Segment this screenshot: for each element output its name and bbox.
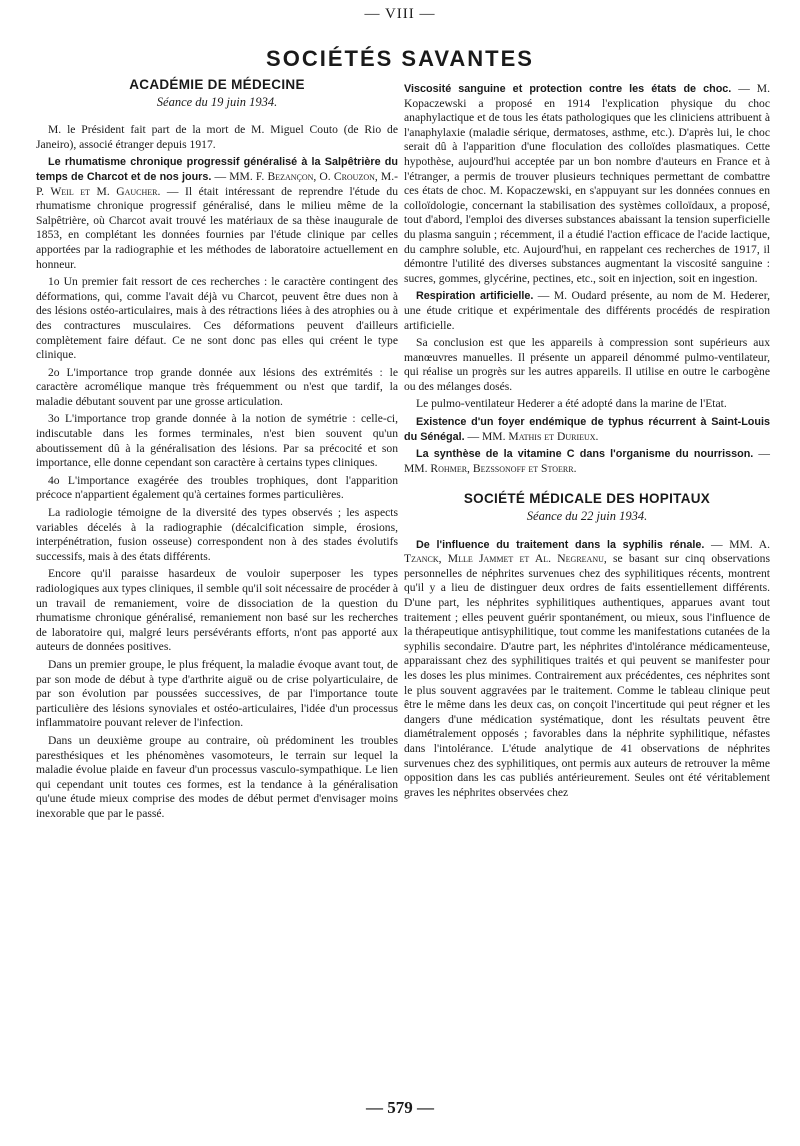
paragraph-syphilis — [404, 538, 770, 801]
article-authors: — MM. Mathis et Durieux. — [464, 429, 599, 443]
paragraph: Dans un deuxième groupe au contraire, où prédominent les troubles paresthésiques et les phénomènes vasomoteurs, le terrain sur lequel la maladie évolue plaide en faveur d'un processus vasculo-sympathique. Le lien qui cependant unit toutes ces formes, est la tendance à la généralisation qu'une étude mieux comprise des modes de début permet d'envisager moins inexorable que par le passé. — [36, 733, 398, 820]
article-title: Le rhumatisme chronique progressif généralisé à la Salpêtrière du temps de Charcot et de nos jours. — [36, 156, 398, 183]
article-title: Viscosité sanguine et protection contre les états de choc. — [404, 83, 732, 95]
paragraph: M. le Président fait part de la mort de M. Miguel Couto (de Rio de Janeiro), associé étranger depuis 1917. — [36, 123, 398, 151]
paragraph: Dans un premier groupe, le plus fréquent, la maladie évoque avant tout, de par son mode de début à type d'arthrite aiguë ou de crise polyarticulaire, de par son évolution par poussées successives, de par l'importance toute particulière des lésions synoviales et ostéo-articulaires, l'idée d'un processus inflammatoire pouvant relever de l'infection. — [36, 657, 398, 730]
article-title: La synthèse de la vitamine C dans l'organisme du nourrisson. — [416, 448, 754, 461]
seance-date: Séance du 22 juin 1934. — [526, 509, 648, 524]
right-column — [404, 82, 770, 803]
article-authors: — MM. Rohmer, Bezssonoff et Stoerr. — [404, 447, 770, 475]
article-authors: — MM. F. Bezançon, O. Crouzon, M.-P. Weil et M. Gaucher. — [36, 169, 398, 198]
paragraph-vitamine — [404, 447, 770, 476]
paragraph-viscosite — [404, 82, 770, 286]
paragraph: 1o Un premier fait ressort de ces recherches : le caractère contingent des déformations, qui, comme l'avait déjà vu Charcot, peuvent être dues non à des lésions ostéo-articulaires, mais à des rétractions liées à des atrophies ou à des contractures musculaires. Ces déformations peuvent d'ailleurs complètement faire défaut. Ce ne sont donc pas elles qui créent le type clinique. — [36, 275, 398, 362]
paragraph-typhus — [404, 415, 770, 444]
paragraph-respiration — [404, 289, 770, 333]
article-text: — M. Kopaczewski a proposé en 1914 l'explication physique du choc anaphylactique et de tous les états pathologiques que les cliniciens attribuent à l'anaphylaxie (maladie sérique, dermatoses, asthme, etc.). D'après lui, le choc serait dû à l'apparition d'une floculation des colloïdes plasmatiques. Cette hypothèse, aujourd'hui acceptée par un bon nombre d'auteurs en France et à l'étranger, a permis de trouver plusieurs techniques permettant de combattre ces états de choc. M. Kopaczewski, en s'appuyant sur les données connues en colloïdologie, concernant la stabilisation des systèmes colloïdaux, a proposé, tout d'abord, l'emploi des diverses substances abaissant la tension superficielle du plasma sanguin ; récemment, il a étudié l'action efficace de l'acide lactique, du camphre soluble, etc. Aujourd'hui, en rappelant ces recherches de 1917, il démontre l'utilité des diverses substances augmentant la viscosité sanguine : sucres, gommes, glycérine, pectines, etc., soit en injection, soit en ingestion. — [404, 82, 770, 285]
left-column — [36, 78, 398, 825]
societe-medicale-heading: SOCIÉTÉ MÉDICALE DES HOPITAUX — [463, 491, 711, 507]
page-roman-number: — VIII — — [364, 6, 436, 22]
paragraph: Le pulmo-ventilateur Hederer a été adopté dans la marine de l'Etat. — [416, 397, 727, 411]
paragraph: La radiologie témoigne de la diversité des types observés ; les aspects variables décelés à la radiographie (décalcification simple, érosions, interpénétration, fusion osseuse) correspondent non à des stades évolutifs successifs, mais à des états différents. — [36, 506, 398, 563]
seance-date: Séance du 19 juin 1934. — [156, 94, 278, 109]
paragraph: Sa conclusion est que les appareils à compression sont supérieurs aux manœuvres manuelles. Il présente un appareil dénommé pulmo-ventilateur, qui réalise un progrès sur les autres appareils. Il utilise en outre le carbogène ou des mélanges dosés. — [404, 336, 770, 393]
section-title: SOCIÉTÉS SAVANTES — [266, 46, 534, 71]
article-text: — M. Oudard présente, au nom de M. Hederer, une étude critique et expérimentale des différents procédés de respiration artificielle. — [404, 289, 770, 332]
article-title: Respiration artificielle. — [416, 290, 534, 303]
article-text: — Il était intéressant de reprendre l'étude du rhumatisme chronique progressif généralisé, dans le milieu même de la Salpêtrière, où Charcot avait trouvé les matériaux de sa thèse inaugurale de 1853, en complétant les données fournies par l'étude clinique par celles apportées par la radiographie et les méthodes de laboratoire actuellement en honneur. — [36, 184, 398, 271]
article-title: Existence d'un foyer endémique de typhus récurrent à Saint-Louis du Sénégal. — [404, 416, 770, 443]
academie-heading: ACADÉMIE DE MÉDECINE — [129, 77, 305, 92]
paragraph: 4o L'importance exagérée des troubles trophiques, dont l'apparition précoce n'appartient également qu'à certaines formes particulières. — [36, 473, 398, 502]
article-text: se basant sur cinq observations personnelles de néphrites survenues chez des syphilitiques récents, montrent qu'il y a lieu de distinguer deux ordres de faits essentiellement différents. D'une part, les néphrites syphilitiques authentiques, apparues avant tout traitement ; elles peuvent guérir spontanément, ou mieux, sous l'influence de la thérapeutique antisyphilitique, tout comme les manifestations cutanées de la syphilis secondaire. D'autre part, les néphrites d'intolérance médicamenteuse, apparaissant chez des syphilitiques traités et qui peuvent se manifester pour les doses les plus minimes. Contrairement aux précédentes, ces néphrites sont le plus souvent aggravées par le traitement. Comme le tableau clinique peut être le même dans les deux cas, on conçoit l'incertitude qui peut régner et les dangers d'une médication systématique, dont les résultats peuvent être diamétralement opposés ; favorables dans la néphrite syphilitique, néfastes dans l'intolérance. L'étude analytique de 41 observations de néphrites survenues chez des syphilitiques, ont permis aux auteurs de retrouver la même opposition dans les cas publiés antérieurement. Seules ont été véritablement graves les néphrites observées chez — [404, 552, 770, 799]
paragraph-rhumatisme — [36, 155, 398, 272]
article-title: De l'influence du traitement dans la syphilis rénale. — [416, 538, 705, 551]
page-number: — 579 — — [366, 1098, 434, 1117]
article-authors: — MM. A. Tzanck, Mlle Jammet et Al. Negreanu, — [404, 537, 770, 566]
paragraph: Encore qu'il paraisse hasardeux de vouloir superposer les types radiologiques aux types cliniques, il semble qu'il soit nécessaire de procéder à un travail de remaniement, voire de dissociation de la question du rhumatisme chronique généralisé, remaniement non basé sur les recherches de laboratoire qui, malgré leurs persévérants efforts, n'ont pas apporté aux auteurs de données positives. — [36, 567, 398, 654]
paragraph: 2o L'importance trop grande donnée aux lésions des extrémités : le caractère acromélique manque très fréquemment ou n'est que tardif, la maladie débutant souvent par une grosse articulation. — [36, 365, 398, 408]
paragraph: 3o L'importance trop grande donnée à la notion de symétrie : celle-ci, indiscutable dans les formes terminales, n'est bien souvent qu'un aboutissement dû à la généralisation des lésions. Par sa précocité et son importance, elle donne cependant son caractère à certains types cliniques. — [36, 412, 398, 470]
